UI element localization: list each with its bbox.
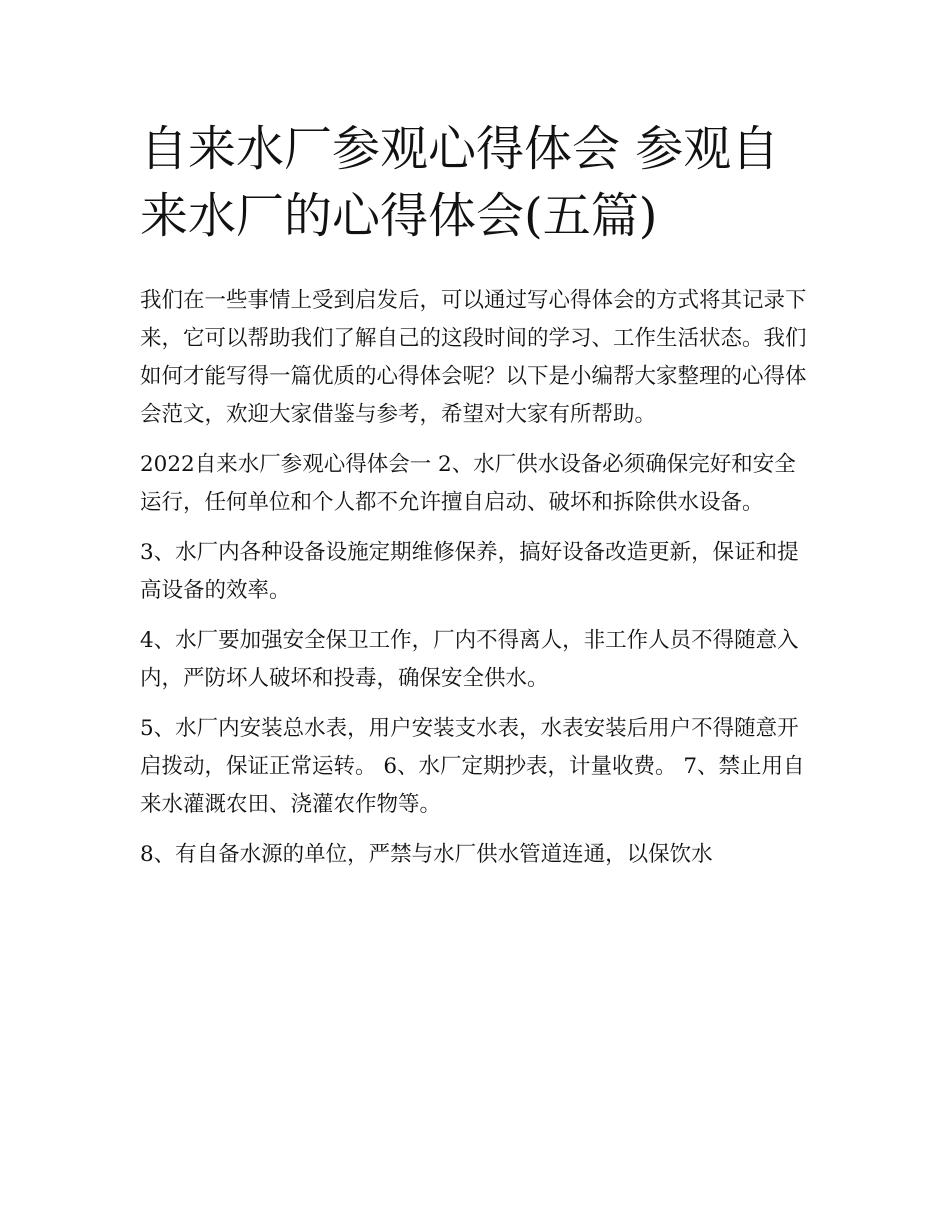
paragraph-item-2: 2022自来水厂参观心得体会一 2、水厂供水设备必须确保完好和安全运行，任何单位和个人都不允许擅自启动、破坏和拆除供水设备。 — [140, 452, 796, 515]
paragraph-item-5-7: 5、水厂内安装总水表，用户安装支水表，水表安装后用户不得随意开启拨动，保证正常运转。 6、水厂定期抄表，计量收费。 7、禁止用自来水灌溉农田、浇灌农作物等。 — [140, 716, 805, 817]
paragraph-item-8: 8、有自备水源的单位，严禁与水厂供水管道连通，以保饮水 — [140, 842, 713, 867]
paragraph-item-4: 4、水厂要加强安全保卫工作，厂内不得离人，非工作人员不得随意入内，严防坏人破坏和投毒，确保安全供水。 — [140, 628, 799, 691]
document-body — [140, 282, 815, 886]
paragraph-item-3: 3、水厂内各种设备设施定期维修保养，搞好设备改造更新，保证和提高设备的效率。 — [140, 540, 799, 603]
paragraph-intro: 我们在一些事情上受到启发后，可以通过写心得体会的方式将其记录下来，它可以帮助我们了解自己的这段时间的学习、工作生活状态。我们如何才能写得一篇优质的心得体会呢？以下是小编帮大家整理的心得体会范文，欢迎大家借鉴与参考，希望对大家有所帮助。 — [140, 288, 807, 427]
document-title: 自来水厂参观心得体会 参观自来水厂的心得体会(五篇) — [140, 121, 780, 244]
